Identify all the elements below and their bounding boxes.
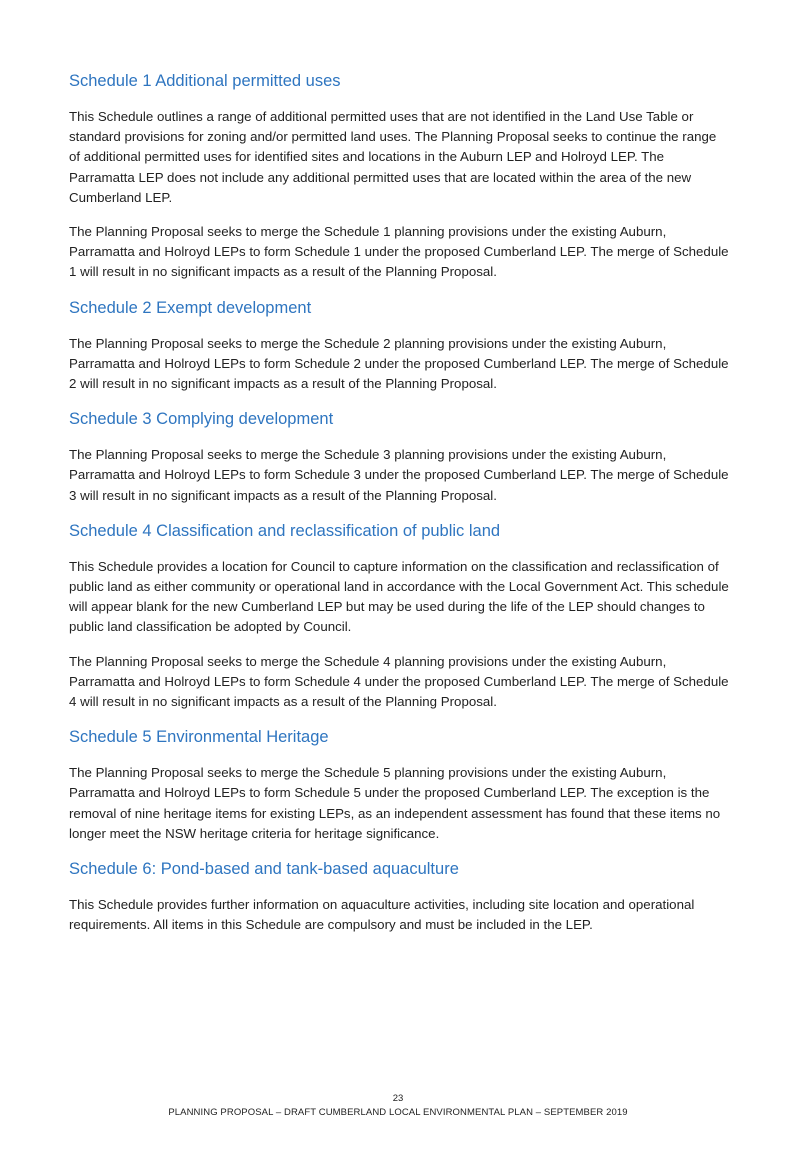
section-paragraph: This Schedule outlines a range of additional permitted uses that are not identified in the Land Use Table or standard provisions for zoning and/or permitted land uses. The Planning Proposal seeks to continue the range of additional permitted uses for identified sites and locations in the Auburn LEP and Holroyd LEP. The Parramatta LEP does not include any additional permitted uses that are located within the area of the new Cumberland LEP. (69, 109, 717, 205)
section-paragraph: The Planning Proposal seeks to merge the Schedule 4 planning provisions under the existing Auburn, Parramatta and Holroyd LEPs to form Schedule 4 under the proposed Cumberland LEP. The merge of Schedule 4 will result in no significant impacts as a result of the Planning Proposal. (69, 653, 729, 710)
section-heading: Schedule 6: Pond-based and tank-based aquaculture (69, 860, 459, 879)
page-body (69, 70, 731, 949)
page-footer (0, 1092, 796, 1120)
section-paragraph: The Planning Proposal seeks to merge the Schedule 1 planning provisions under the existing Auburn, Parramatta and Holroyd LEPs to form Schedule 1 under the proposed Cumberland LEP. The merge of Schedule 1 will result in no significant impacts as a result of the Planning Proposal. (69, 224, 729, 280)
section-heading: Schedule 3 Complying development (69, 410, 334, 429)
page-number: 23 (392, 1093, 404, 1104)
section-paragraph: The Planning Proposal seeks to merge the Schedule 3 planning provisions under the existing Auburn, Parramatta and Holroyd LEPs to form Schedule 3 under the proposed Cumberland LEP. The merge of Schedule 3 will result in no significant impacts as a result of the Planning Proposal. (69, 447, 729, 503)
section-schedule-1 (69, 70, 731, 283)
section-paragraph: This Schedule provides further information on aquaculture activities, including site location and operational requirements. All items in this Schedule are compulsory and must be included in the LEP. (69, 897, 695, 933)
section-schedule-3 (69, 408, 731, 506)
section-heading: Schedule 2 Exempt development (69, 298, 312, 317)
section-schedule-2 (69, 297, 731, 395)
section-schedule-5 (69, 726, 731, 844)
section-heading: Schedule 1 Additional permitted uses (69, 72, 341, 90)
section-schedule-4 (69, 520, 731, 712)
section-heading: Schedule 4 Classification and reclassification of public land (69, 521, 501, 540)
section-paragraph: The Planning Proposal seeks to merge the Schedule 2 planning provisions under the existing Auburn, Parramatta and Holroyd LEPs to form Schedule 2 under the proposed Cumberland LEP. The merge of Schedule 2 will result in no significant impacts as a result of the Planning Proposal. (69, 335, 729, 392)
section-heading: Schedule 5 Environmental Heritage (69, 728, 329, 747)
section-paragraph: The Planning Proposal seeks to merge the Schedule 5 planning provisions under the existing Auburn, Parramatta and Holroyd LEPs to form Schedule 5 under the proposed Cumberland LEP. The exception is the removal of nine heritage items for existing LEPs, as an independent assessment has found that these items no longer meet the NSW heritage criteria for heritage significance. (69, 765, 721, 841)
section-schedule-6 (69, 858, 731, 935)
section-paragraph: This Schedule provides a location for Council to capture information on the classification and reclassification of public land as either community or operational land in accordance with the Local Government Act. This schedule will appear blank for the new Cumberland LEP but may be used during the life of the LEP should changes to public land classification be adopted by Council. (69, 558, 729, 635)
footer-text: PLANNING PROPOSAL – DRAFT CUMBERLAND LOCAL ENVIRONMENTAL PLAN – SEPTEMBER 2019 (168, 1107, 628, 1118)
